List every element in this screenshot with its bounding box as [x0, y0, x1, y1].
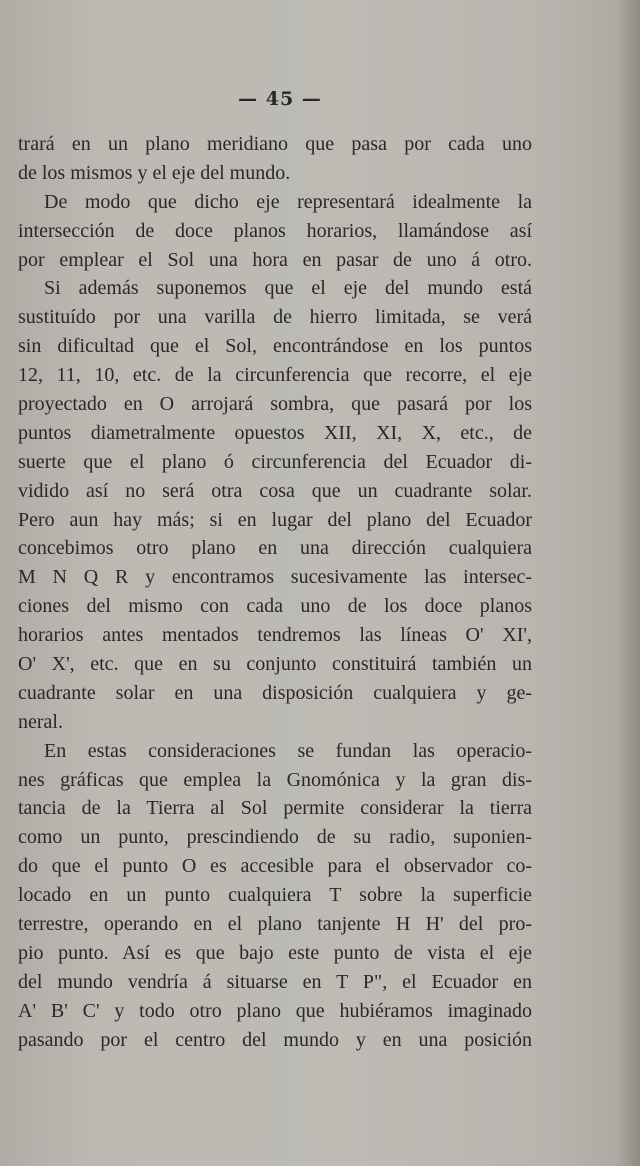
text-line: sustituído por una varilla de hierro limitada, se verá — [18, 306, 532, 329]
text-line: puntos diametralmente opuestos XII, XI, X, etc., de — [18, 421, 532, 444]
text-line: vidido así no será otra cosa que un cuadrante solar. — [18, 479, 532, 502]
text-line: suerte que el plano ó circunferencia del Ecuador di- — [18, 450, 532, 473]
text-line: pasando por el centro del mundo y en una posición — [18, 1028, 532, 1051]
text-line: pio punto. Así es que bajo este punto de vista el eje — [18, 941, 532, 964]
text-line: proyectado en O arrojará sombra, que pasará por los — [18, 393, 532, 416]
text-line: del mundo vendría á situarse en T P", el Ecuador en — [18, 970, 532, 993]
text-line: Si además suponemos que el eje del mundo está — [44, 277, 532, 300]
text-line: locado en un punto cualquiera T sobre la superficie — [18, 884, 532, 907]
text-line: Pero aun hay más; si en lugar del plano del Ecuador — [18, 508, 532, 531]
text-line: De modo que dicho eje representará idealmente la — [44, 190, 532, 213]
text-line: trará en un plano meridiano que pasa por cada uno — [18, 133, 532, 155]
text-line: sin dificultad que el Sol, encontrándose en los puntos — [18, 335, 532, 358]
text-line: concebimos otro plano en una dirección cualquiera — [18, 537, 532, 560]
text-line: tancia de la Tierra al Sol permite considerar la tierra — [18, 797, 532, 820]
text-line: como un punto, prescindiendo de su radio, suponien- — [18, 826, 532, 849]
text-line: terrestre, operando en el plano tanjente H H' del pro- — [18, 913, 532, 936]
text-line: En estas consideraciones se fundan las operacio- — [44, 739, 532, 762]
text-line: 12, 11, 10, etc. de la circunferencia que recorre, el eje — [18, 364, 532, 387]
text-line: por emplear el Sol una hora en pasar de uno á otro. — [18, 248, 532, 271]
page-number: — 45 — — [238, 88, 322, 110]
text-line: cuadrante solar en una disposición cualquiera y ge- — [18, 681, 532, 704]
body-text — [18, 130, 532, 1055]
text-line: A' B' C' y todo otro plano que hubiéramos imaginado — [18, 999, 532, 1022]
text-line: do que el punto O es accesible para el observador co- — [18, 855, 532, 878]
text-line: neral. — [18, 710, 63, 733]
text-line: nes gráficas que emplea la Gnomónica y la gran dis- — [18, 768, 532, 791]
page-edge-shadow — [616, 0, 640, 1166]
text-line: O' X', etc. que en su conjunto constituirá también un — [18, 653, 532, 676]
text-line: horarios antes mentados tendremos las líneas O' XI', — [18, 624, 532, 647]
text-line: M N Q R y encontramos sucesivamente las intersec- — [18, 566, 532, 589]
text-line: intersección de doce planos horarios, llamándose así — [18, 219, 532, 242]
text-line: ciones del mismo con cada uno de los doce planos — [18, 595, 532, 618]
text-line: de los mismos y el eje del mundo. — [18, 161, 291, 184]
